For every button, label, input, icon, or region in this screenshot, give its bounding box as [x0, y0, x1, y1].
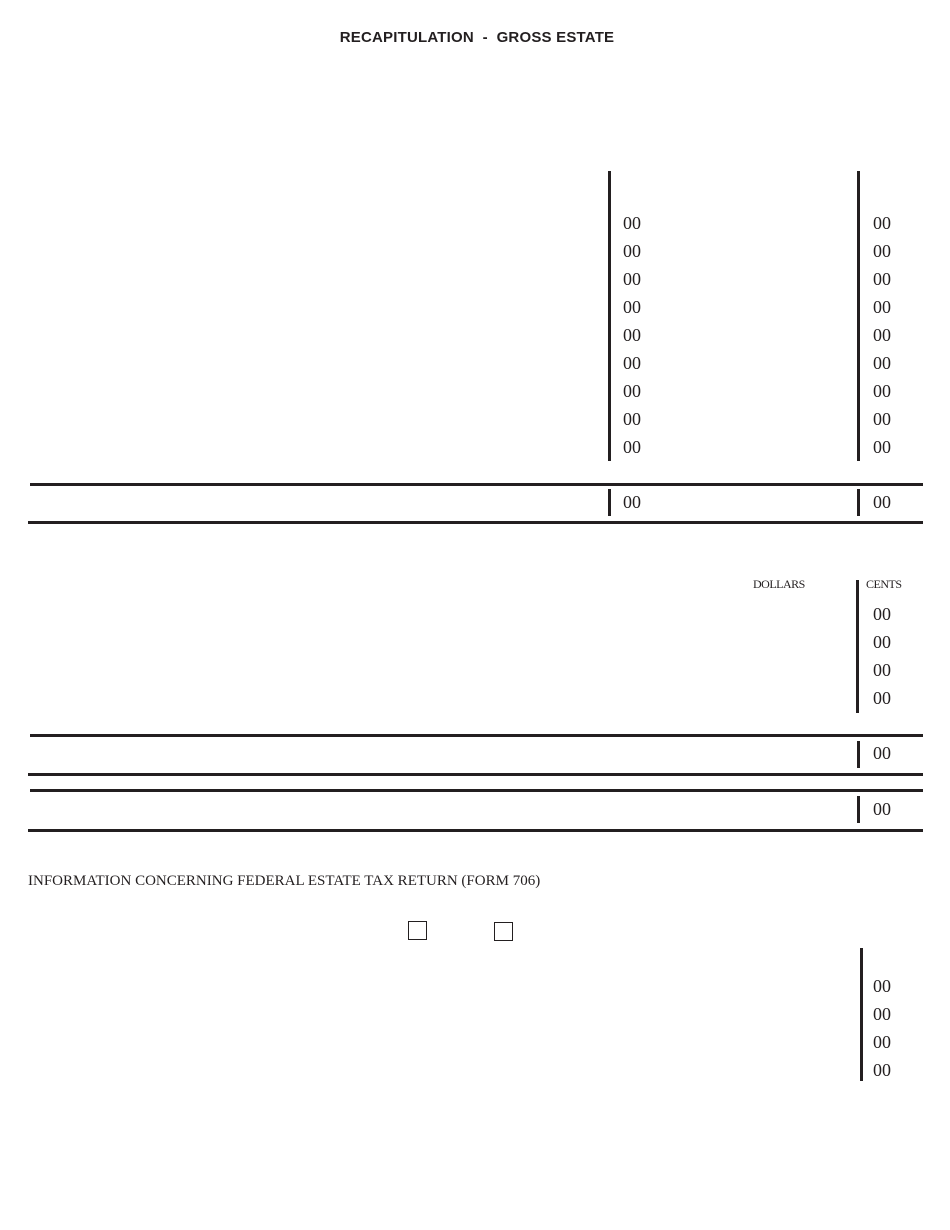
- cents-value[interactable]: 00: [873, 660, 891, 680]
- cents-value[interactable]: 00: [623, 437, 641, 457]
- section2-divider: [856, 580, 859, 713]
- cents-value[interactable]: 00: [873, 241, 891, 261]
- section2-total1-divider: [857, 741, 860, 768]
- section2-total2-bottom-rule: [28, 829, 923, 832]
- section2-total1-cents[interactable]: 00: [873, 743, 891, 763]
- section2-total2-cents[interactable]: 00: [873, 799, 891, 819]
- cents-value[interactable]: 00: [873, 632, 891, 652]
- column-a-divider: [608, 171, 611, 461]
- cents-value[interactable]: 00: [873, 409, 891, 429]
- cents-value[interactable]: 00: [623, 381, 641, 401]
- cents-value[interactable]: 00: [873, 269, 891, 289]
- dollars-column-header: DOLLARS: [753, 577, 805, 591]
- total-b-divider: [857, 489, 860, 516]
- cents-value[interactable]: 00: [873, 353, 891, 373]
- section2-total2-divider: [857, 796, 860, 823]
- cents-column-header: CENTS: [866, 577, 902, 591]
- cents-value[interactable]: 00: [623, 353, 641, 373]
- no-checkbox[interactable]: [494, 922, 513, 941]
- section2-total1-bottom-rule: [28, 773, 923, 776]
- cents-value[interactable]: 00: [873, 297, 891, 317]
- total-row-bottom-rule: [28, 521, 923, 524]
- cents-value[interactable]: 00: [623, 241, 641, 261]
- section3-divider: [860, 948, 863, 1081]
- total-row-top-rule: [30, 483, 923, 486]
- cents-value[interactable]: 00: [873, 437, 891, 457]
- cents-value[interactable]: 00: [623, 409, 641, 429]
- cents-value[interactable]: 00: [873, 381, 891, 401]
- column-b-divider: [857, 171, 860, 461]
- cents-value[interactable]: 00: [623, 213, 641, 233]
- cents-value[interactable]: 00: [623, 325, 641, 345]
- cents-value[interactable]: 00: [623, 297, 641, 317]
- total-a-divider: [608, 489, 611, 516]
- cents-value[interactable]: 00: [873, 688, 891, 708]
- cents-value[interactable]: 00: [873, 213, 891, 233]
- cents-value[interactable]: 00: [873, 976, 891, 996]
- cents-value[interactable]: 00: [873, 604, 891, 624]
- yes-checkbox[interactable]: [408, 921, 427, 940]
- page-title: RECAPITULATION - GROSS ESTATE: [339, 29, 615, 46]
- cents-value[interactable]: 00: [873, 1060, 891, 1080]
- total-a-cents[interactable]: 00: [623, 492, 641, 512]
- total-b-cents[interactable]: 00: [873, 492, 891, 512]
- section2-total1-top-rule: [30, 734, 923, 737]
- cents-value[interactable]: 00: [623, 269, 641, 289]
- cents-value[interactable]: 00: [873, 1004, 891, 1024]
- cents-value[interactable]: 00: [873, 1032, 891, 1052]
- info-heading: INFORMATION CONCERNING FEDERAL ESTATE TAX RETURN (FORM 706): [28, 873, 541, 889]
- section2-total2-top-rule: [30, 789, 923, 792]
- cents-value[interactable]: 00: [873, 325, 891, 345]
